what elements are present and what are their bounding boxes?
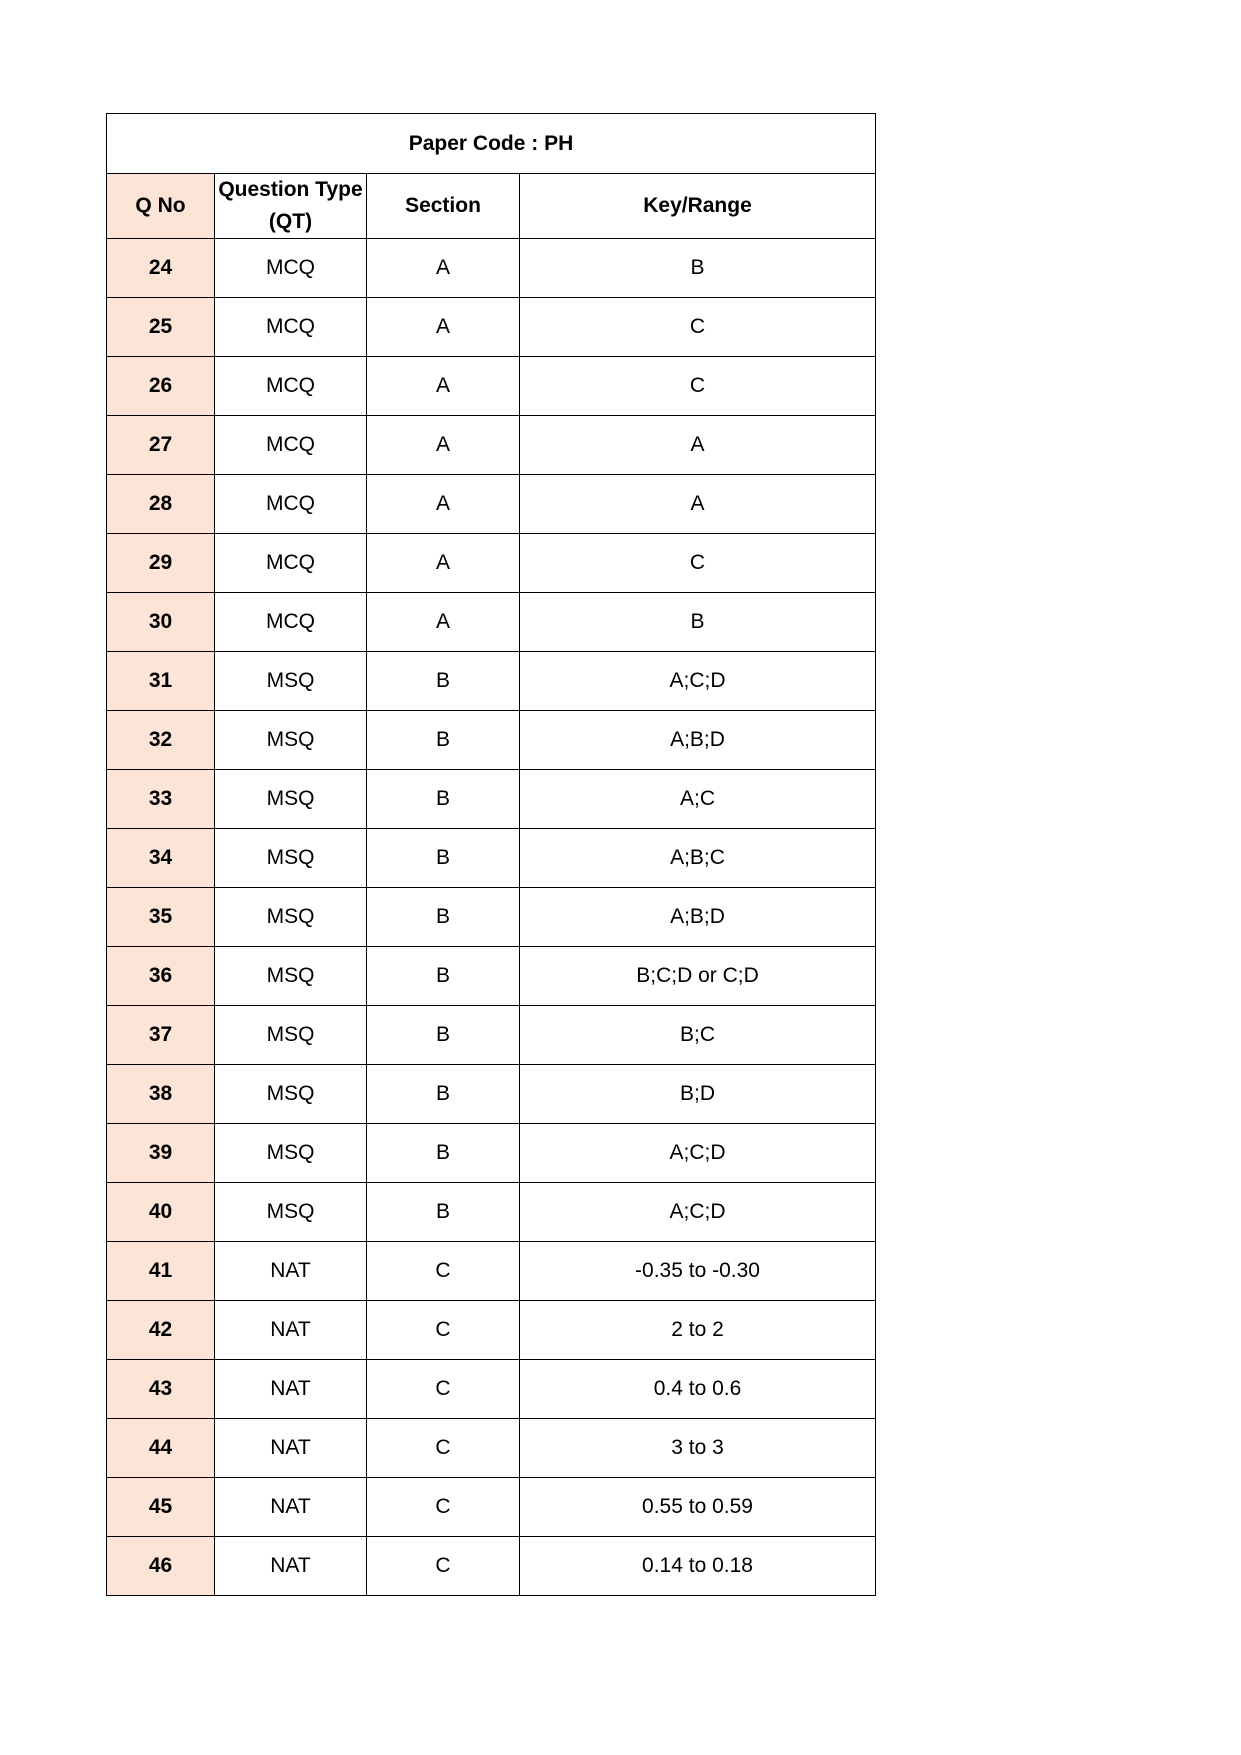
- table-row: [107, 711, 876, 770]
- qno-cell: 24: [107, 239, 215, 298]
- section-cell: B: [367, 947, 520, 1006]
- qno-cell: 31: [107, 652, 215, 711]
- paper-code-title: Paper Code : PH: [107, 114, 876, 174]
- key-range-cell: -0.35 to -0.30: [520, 1242, 876, 1301]
- column-header-key-range: Key/Range: [520, 174, 876, 239]
- table-row: [107, 652, 876, 711]
- question-type-cell: MCQ: [215, 298, 367, 357]
- question-type-cell: MSQ: [215, 711, 367, 770]
- question-type-cell: MSQ: [215, 1006, 367, 1065]
- table-row: [107, 1360, 876, 1419]
- qno-cell: 29: [107, 534, 215, 593]
- section-cell: B: [367, 652, 520, 711]
- answer-key-table: [106, 113, 876, 1596]
- question-type-cell: NAT: [215, 1242, 367, 1301]
- question-type-cell: NAT: [215, 1419, 367, 1478]
- question-type-cell: NAT: [215, 1537, 367, 1596]
- key-range-cell: 0.55 to 0.59: [520, 1478, 876, 1537]
- table-row: [107, 239, 876, 298]
- section-cell: A: [367, 239, 520, 298]
- column-header-section: Section: [367, 174, 520, 239]
- table-row: [107, 1419, 876, 1478]
- question-type-cell: MCQ: [215, 239, 367, 298]
- key-range-cell: A: [520, 475, 876, 534]
- qno-cell: 43: [107, 1360, 215, 1419]
- question-type-cell: NAT: [215, 1301, 367, 1360]
- question-type-cell: MSQ: [215, 652, 367, 711]
- key-range-cell: A;B;C: [520, 829, 876, 888]
- key-range-cell: A;C;D: [520, 1124, 876, 1183]
- key-range-cell: B;D: [520, 1065, 876, 1124]
- key-range-cell: C: [520, 357, 876, 416]
- qno-cell: 28: [107, 475, 215, 534]
- section-cell: C: [367, 1242, 520, 1301]
- qno-cell: 33: [107, 770, 215, 829]
- table-row: [107, 1124, 876, 1183]
- qno-cell: 27: [107, 416, 215, 475]
- table-row: [107, 298, 876, 357]
- table-row: [107, 534, 876, 593]
- table-row: [107, 1478, 876, 1537]
- key-range-cell: A;B;D: [520, 888, 876, 947]
- qno-cell: 35: [107, 888, 215, 947]
- section-cell: B: [367, 1183, 520, 1242]
- qno-cell: 34: [107, 829, 215, 888]
- question-type-cell: MCQ: [215, 475, 367, 534]
- section-cell: B: [367, 1006, 520, 1065]
- header-row: [107, 174, 876, 239]
- question-type-cell: MCQ: [215, 416, 367, 475]
- table-row: [107, 1301, 876, 1360]
- table-row: [107, 947, 876, 1006]
- question-type-cell: MSQ: [215, 947, 367, 1006]
- section-cell: C: [367, 1360, 520, 1419]
- qno-cell: 30: [107, 593, 215, 652]
- section-cell: C: [367, 1537, 520, 1596]
- column-header-question-type: Question Type (QT): [215, 174, 367, 239]
- key-range-cell: A;C;D: [520, 652, 876, 711]
- key-range-cell: B;C;D or C;D: [520, 947, 876, 1006]
- qno-cell: 39: [107, 1124, 215, 1183]
- question-type-cell: MSQ: [215, 1183, 367, 1242]
- table-row: [107, 1242, 876, 1301]
- section-cell: B: [367, 711, 520, 770]
- question-type-cell: MSQ: [215, 770, 367, 829]
- key-range-cell: B: [520, 593, 876, 652]
- section-cell: A: [367, 534, 520, 593]
- section-cell: B: [367, 1065, 520, 1124]
- section-cell: C: [367, 1301, 520, 1360]
- section-cell: A: [367, 298, 520, 357]
- qno-cell: 32: [107, 711, 215, 770]
- section-cell: A: [367, 416, 520, 475]
- table-row: [107, 475, 876, 534]
- question-type-cell: NAT: [215, 1360, 367, 1419]
- table-row: [107, 416, 876, 475]
- key-range-cell: 3 to 3: [520, 1419, 876, 1478]
- question-type-cell: NAT: [215, 1478, 367, 1537]
- qno-cell: 26: [107, 357, 215, 416]
- qno-cell: 45: [107, 1478, 215, 1537]
- key-range-cell: B;C: [520, 1006, 876, 1065]
- key-range-cell: C: [520, 534, 876, 593]
- question-type-cell: MSQ: [215, 1065, 367, 1124]
- qno-cell: 36: [107, 947, 215, 1006]
- qno-cell: 38: [107, 1065, 215, 1124]
- qno-cell: 37: [107, 1006, 215, 1065]
- key-range-cell: B: [520, 239, 876, 298]
- table-row: [107, 888, 876, 947]
- question-type-cell: MSQ: [215, 829, 367, 888]
- table-row: [107, 593, 876, 652]
- table-row: [107, 1065, 876, 1124]
- qno-cell: 40: [107, 1183, 215, 1242]
- section-cell: A: [367, 593, 520, 652]
- section-cell: B: [367, 770, 520, 829]
- qno-cell: 44: [107, 1419, 215, 1478]
- section-cell: B: [367, 888, 520, 947]
- section-cell: C: [367, 1419, 520, 1478]
- key-range-cell: A;C;D: [520, 1183, 876, 1242]
- key-range-cell: A;C: [520, 770, 876, 829]
- question-type-cell: MCQ: [215, 534, 367, 593]
- section-cell: A: [367, 475, 520, 534]
- table-body: [107, 239, 876, 1596]
- key-range-cell: C: [520, 298, 876, 357]
- section-cell: A: [367, 357, 520, 416]
- column-header-qno: Q No: [107, 174, 215, 239]
- table-row: [107, 1006, 876, 1065]
- table-row: [107, 357, 876, 416]
- qno-cell: 42: [107, 1301, 215, 1360]
- question-type-cell: MSQ: [215, 1124, 367, 1183]
- qno-cell: 46: [107, 1537, 215, 1596]
- table-row: [107, 1537, 876, 1596]
- section-cell: B: [367, 1124, 520, 1183]
- key-range-cell: 0.14 to 0.18: [520, 1537, 876, 1596]
- section-cell: C: [367, 1478, 520, 1537]
- qno-cell: 25: [107, 298, 215, 357]
- section-cell: B: [367, 829, 520, 888]
- question-type-cell: MSQ: [215, 888, 367, 947]
- key-range-cell: 0.4 to 0.6: [520, 1360, 876, 1419]
- table-row: [107, 770, 876, 829]
- key-range-cell: A: [520, 416, 876, 475]
- question-type-cell: MCQ: [215, 357, 367, 416]
- table-row: [107, 829, 876, 888]
- table-row: [107, 1183, 876, 1242]
- question-type-cell: MCQ: [215, 593, 367, 652]
- key-range-cell: 2 to 2: [520, 1301, 876, 1360]
- key-range-cell: A;B;D: [520, 711, 876, 770]
- qno-cell: 41: [107, 1242, 215, 1301]
